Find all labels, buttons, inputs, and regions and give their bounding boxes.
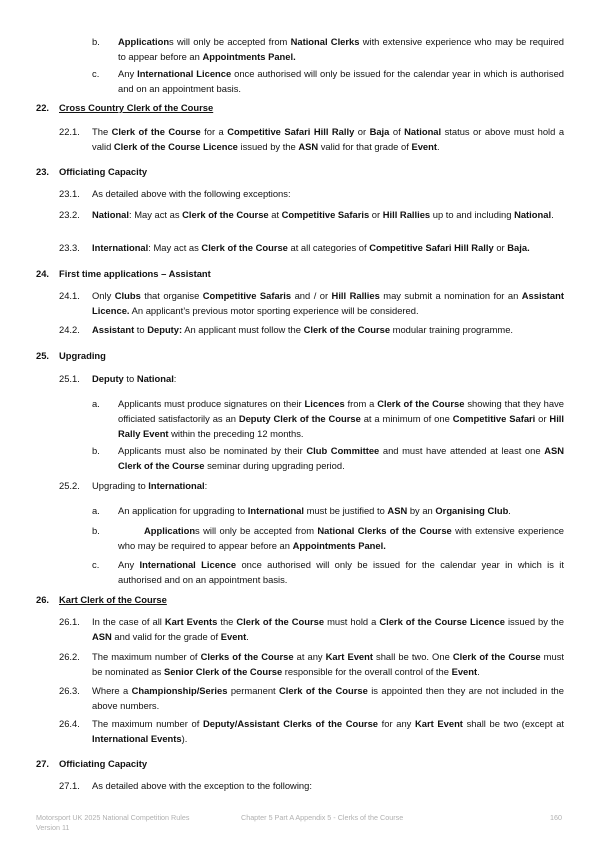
text-run: The maximum number of <box>92 651 201 662</box>
text-run: responsible for the overall control of the <box>282 666 452 677</box>
bold-term: Baja <box>369 126 390 137</box>
text-run: As detailed above with the following exceptions: <box>92 188 291 199</box>
text-run: or <box>493 242 508 253</box>
bold-term: Event <box>451 666 478 677</box>
paragraph-25-1-a <box>118 396 564 441</box>
clause-number: 24.1. <box>59 290 80 301</box>
bold-term: Deputy/Assistant Clerks of the Course <box>202 718 378 729</box>
bold-term: International <box>247 505 305 516</box>
bold-term: National <box>92 209 129 220</box>
text-run: for a <box>200 126 228 137</box>
section-number: 25. <box>36 350 50 361</box>
paragraph-b-applications <box>118 34 564 64</box>
text-run: . <box>508 505 511 516</box>
clause-number: 23.2. <box>59 209 80 220</box>
clause-number: 27.1. <box>59 780 80 791</box>
clause-26-3 <box>92 683 564 713</box>
text-run: is appointed then they are not included in the above numbers. <box>92 685 564 711</box>
text-run: from a <box>344 398 378 409</box>
clause-number: 26.1. <box>59 616 80 627</box>
text-run: to <box>134 324 148 335</box>
clause-26-4 <box>92 716 564 746</box>
bold-term: Event <box>411 141 437 152</box>
bold-term: Kart Event <box>325 651 373 662</box>
bold-term: Clerks of the Course <box>200 651 294 662</box>
clause-22-1 <box>92 124 564 154</box>
bold-term: ASN Clerk of the Course <box>118 445 564 471</box>
text-run: Any <box>118 559 140 570</box>
section-heading: Officiating Capacity <box>59 758 148 769</box>
clause-23-1 <box>92 186 564 201</box>
text-run: or <box>369 209 383 220</box>
text-run: . <box>477 666 480 677</box>
bold-term: Deputy <box>92 373 124 384</box>
bold-term: Assistant Licence. <box>92 290 564 316</box>
clause-number: 24.2. <box>59 324 80 335</box>
bold-term: International Licence <box>137 68 232 79</box>
list-label: a. <box>92 505 100 516</box>
text-run: for any <box>378 718 415 729</box>
list-label: b. <box>92 525 100 536</box>
clause-number: 22.1. <box>59 126 80 137</box>
text-run: or <box>354 126 370 137</box>
text-run: : <box>204 480 208 491</box>
clause-26-2 <box>92 649 564 679</box>
text-run: Upgrading to <box>92 480 149 491</box>
clause-number: 26.3. <box>59 685 80 696</box>
clause-23-3 <box>92 240 568 255</box>
clause-25-1 <box>92 371 564 386</box>
section-number: 26. <box>36 594 50 605</box>
bold-term: International Events <box>92 733 182 744</box>
bold-term: Clerk of the Course <box>201 242 288 253</box>
text-run: and / or <box>291 290 332 301</box>
text-run: seminar during upgrading period. <box>204 460 345 471</box>
bold-term: Clerk of the Course Licence <box>113 141 238 152</box>
text-run: An application for upgrading to <box>118 505 248 516</box>
text-run: s will only be accepted from <box>169 36 291 47</box>
text-run: to <box>123 373 137 384</box>
text-run: may submit a nomination for an <box>379 290 522 301</box>
text-run: up to and including <box>430 209 515 220</box>
text-run: As detailed above with the exception to the following: <box>92 780 312 791</box>
bold-term: Kart Event <box>415 718 463 729</box>
text-run: valid for that grade of <box>318 141 412 152</box>
bold-term: Clerk of the Course <box>182 209 269 220</box>
text-run: ). <box>181 733 188 744</box>
paragraph-c-international-licence <box>118 66 564 96</box>
bold-term: Competitive Safari Hill Rally <box>369 242 494 253</box>
footer-version: Version 11 <box>36 823 70 832</box>
list-label: b. <box>92 36 100 47</box>
clause-25-2 <box>92 478 564 493</box>
bold-term: National Clerks of the Course <box>317 525 452 536</box>
text-run: once authorised will only be issued for the calendar year in which is authorised and on an appointment basis. <box>118 68 565 94</box>
text-run: that organise <box>140 290 203 301</box>
clause-27-1 <box>92 778 564 793</box>
bold-term: Assistant <box>92 324 135 335</box>
text-run: at <box>268 209 282 220</box>
text-run: Only <box>92 290 115 301</box>
text-run: within the preceding 12 months. <box>168 428 304 439</box>
bold-term: Hill Rallies <box>331 290 380 301</box>
clause-23-2 <box>92 207 564 222</box>
bold-term: ASN <box>92 631 112 642</box>
clause-number: 25.2. <box>59 480 80 491</box>
text-run: . <box>551 209 554 220</box>
text-run: Where a <box>92 685 132 696</box>
text-run: with extensive experience who may be required to appear before an <box>118 36 564 62</box>
text-run: Any <box>118 68 138 79</box>
text-run: at all categories of <box>287 242 370 253</box>
text-run: shall be two. One <box>372 651 453 662</box>
bold-term: Appointments Panel. <box>202 51 296 62</box>
text-run: showing that they have officiated satisfactorily as an <box>118 398 564 424</box>
list-label: b. <box>92 445 100 456</box>
paragraph-25-2-b <box>118 523 564 553</box>
text-run: Applicants must also be nominated by their <box>118 445 307 456</box>
text-run: modular training programme. <box>390 324 514 335</box>
bold-term: Application <box>118 36 170 47</box>
clause-number: 26.2. <box>59 651 80 662</box>
list-label: a. <box>92 398 100 409</box>
bold-term: Hill Rallies <box>382 209 431 220</box>
text-run: permanent <box>227 685 280 696</box>
text-run: the <box>217 616 237 627</box>
text-run: . <box>246 631 249 642</box>
bold-term: Kart Events <box>164 616 218 627</box>
section-number: 22. <box>36 102 50 113</box>
section-heading: Upgrading <box>59 350 106 361</box>
list-label: c. <box>92 68 100 79</box>
bold-term: Clerk of the Course <box>452 651 541 662</box>
text-run: at any <box>293 651 326 662</box>
text-run: issued by the <box>237 141 299 152</box>
bold-term: ASN <box>387 505 408 516</box>
text-run: once authorised will only be issued for the calendar year in which is it authorised and on an appointment basis. <box>118 559 564 585</box>
bold-term: Clerk of the Course <box>377 398 465 409</box>
paragraph-25-2-a <box>118 503 564 518</box>
text-run: must be nominated as <box>92 651 564 677</box>
text-run: Applicants must produce signatures on their <box>118 398 305 409</box>
section-number: 23. <box>36 166 50 177</box>
bold-term: Clerk of the Course <box>111 126 201 137</box>
bold-term: Licences <box>304 398 345 409</box>
section-number: 27. <box>36 758 50 769</box>
text-run: of <box>389 126 405 137</box>
bold-term: Organising Club <box>435 505 509 516</box>
bold-term: Competitive Safaris <box>202 290 292 301</box>
text-run: by an <box>407 505 436 516</box>
text-run: must hold a <box>324 616 380 627</box>
bold-term: Competitive Safaris <box>281 209 370 220</box>
text-run: status or above must hold a valid <box>92 126 565 152</box>
bold-term: Appointments Panel. <box>292 540 386 551</box>
text-run: with extensive experience who may be required to appear before an <box>118 525 564 551</box>
text-run: The maximum number of <box>92 718 203 729</box>
section-heading: Officiating Capacity <box>59 166 148 177</box>
bold-term: Clerk of the Course Licence <box>379 616 505 627</box>
text-run: In the case of all <box>92 616 165 627</box>
bold-term: Clerk of the Course <box>303 324 391 335</box>
text-run: or <box>535 413 550 424</box>
text-run: shall be two (except at <box>462 718 565 729</box>
clause-24-1 <box>92 288 564 318</box>
bold-term: ASN <box>298 141 319 152</box>
bold-term: International Licence <box>139 559 237 570</box>
bold-term: Event <box>220 631 247 642</box>
bold-term: Clerk of the Course <box>279 685 368 696</box>
bold-term: Competitive Safari Hill Rally <box>227 126 355 137</box>
section-heading: Cross Country Clerk of the Course <box>59 102 214 113</box>
bold-term: National <box>404 126 442 137</box>
text-run: : <box>173 373 177 384</box>
bold-term: Deputy: <box>147 324 183 335</box>
text-run: and valid for the grade of <box>111 631 221 642</box>
paragraph-25-2-c <box>118 557 564 587</box>
footer-chapter: Chapter 5 Part A Appendix 5 - Clerks of the Course <box>241 813 404 822</box>
bold-term: Club Committee <box>306 445 380 456</box>
text-run: An applicant must follow the <box>182 324 304 335</box>
text-run: at a minimum of one <box>360 413 453 424</box>
section-heading: Kart Clerk of the Course <box>59 594 167 605</box>
bold-term: Clerk of the Course <box>236 616 325 627</box>
text-run: The <box>92 126 112 137</box>
text-run: s will only be accepted from <box>195 525 318 536</box>
bold-term: Championship/Series <box>131 685 228 696</box>
bold-term: Deputy Clerk of the Course <box>238 413 361 424</box>
section-heading: First time applications – Assistant <box>59 268 211 279</box>
paragraph-25-1-b <box>118 443 564 473</box>
text-run: and must have attended at least one <box>379 445 545 456</box>
text-run: : May act as <box>148 242 202 253</box>
bold-term: Competitive Safari <box>452 413 536 424</box>
bold-term: International <box>92 242 149 253</box>
clause-number: 25.1. <box>59 373 80 384</box>
clause-number: 23.1. <box>59 188 80 199</box>
clause-number: 23.3. <box>59 242 80 253</box>
clause-number: 26.4. <box>59 718 80 729</box>
text-run: : May act as <box>128 209 183 220</box>
bold-term: National <box>136 373 174 384</box>
text-run: . <box>436 141 440 152</box>
text-run: An applicant’s previous motor sporting experience will be considered. <box>129 305 419 316</box>
page-number: 160 <box>550 813 562 822</box>
text-run: issued by the <box>504 616 564 627</box>
clause-26-1 <box>92 614 564 644</box>
bold-term: Baja. <box>507 242 530 253</box>
bold-term: International <box>148 480 205 491</box>
bold-term: Application <box>144 525 196 536</box>
bold-term: Senior Clerk of the Course <box>163 666 283 677</box>
bold-term: Clubs <box>114 290 141 301</box>
bold-term: National Clerks <box>290 36 360 47</box>
text-run: must be justified to <box>304 505 388 516</box>
footer-publication: Motorsport UK 2025 National Competition Rules <box>36 813 190 822</box>
section-number: 24. <box>36 268 50 279</box>
clause-24-2 <box>92 322 564 337</box>
bold-term: National <box>514 209 552 220</box>
list-label: c. <box>92 559 100 570</box>
bold-term: Hill Rally Event <box>118 413 565 439</box>
